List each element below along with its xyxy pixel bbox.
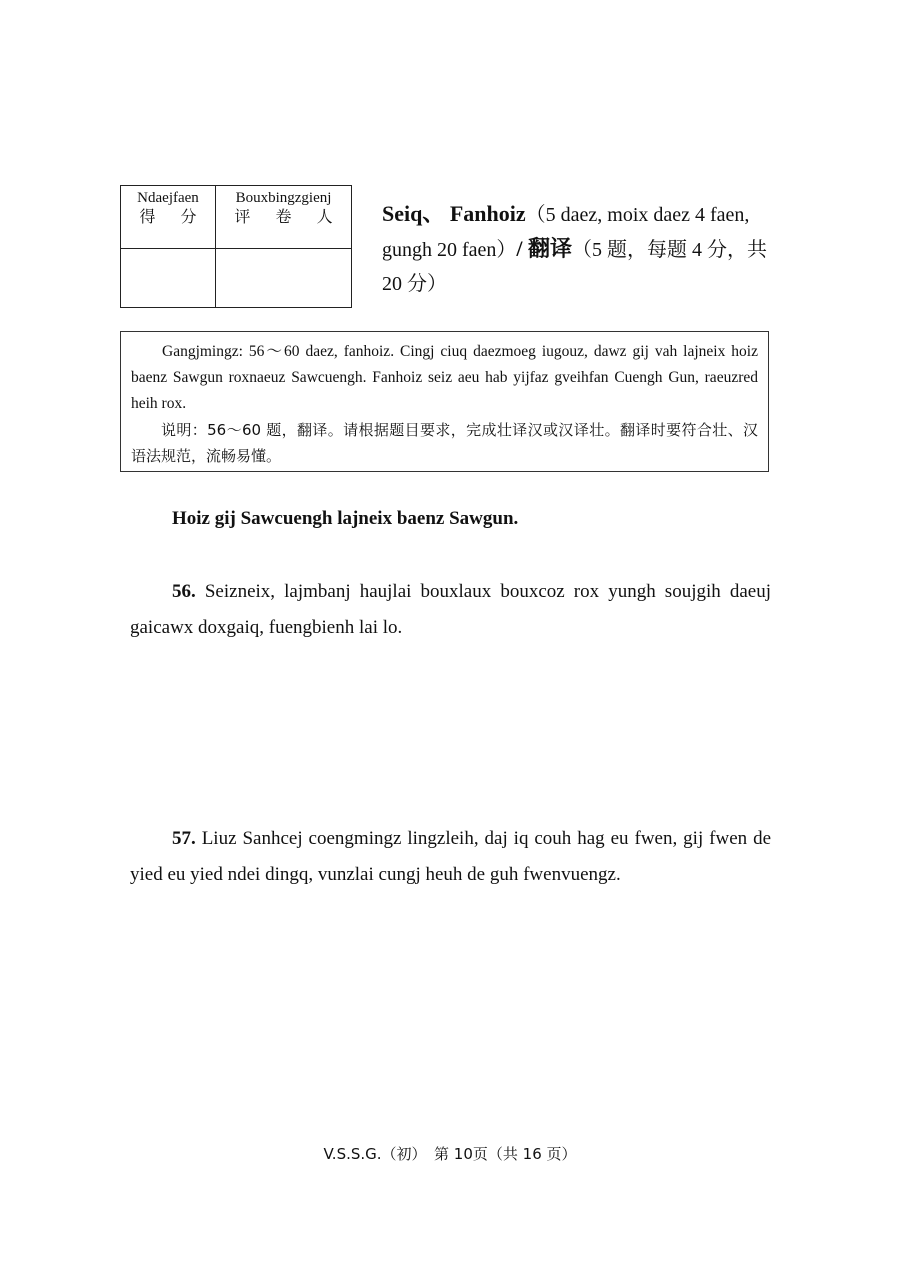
- task-instruction: Hoiz gij Sawcuengh lajneix baenz Sawgun.: [172, 508, 519, 529]
- score-header-chinese: 得 分: [139, 207, 207, 226]
- score-table: [120, 185, 352, 308]
- section-title-chinese-bold: / 翻译: [516, 236, 573, 261]
- grader-header-latin: Bouxbingzgienj: [235, 190, 332, 206]
- question-57: [130, 821, 771, 893]
- question-number: 56.: [172, 581, 196, 602]
- instructions-zhuang: Gangjmingz: 56～60 daez, fanhoiz. Cingj ciuq daezmoeg iugouz, dawz gij vah lajneix hoiz baenz Sawgun roxnaeuz Sawcuengh. Fanhoiz seiz aeu hab yijfaz gveihfan Cuengh Gun, raeuzred heih rox.: [131, 343, 758, 412]
- question-number: 57.: [172, 828, 196, 849]
- question-text: Seizneix, lajmbanj haujlai bouxlaux bouxcoz rox yungh soujgih daeuj gaicawx doxgaiq, fuengbienh lai lo.: [130, 581, 771, 638]
- instructions-box: [120, 331, 769, 472]
- question-text: Liuz Sanhcej coengmingz lingzleih, daj iq couh hag eu fwen, gij fwen de yied eu yied ndei dingq, vunzlai cungj heuh de guh fwenvuengz.: [130, 828, 772, 885]
- page-footer: V.S.S.G.（初） 第 10页（共 16 页）: [323, 1145, 577, 1163]
- instructions-chinese: 说明：56～60 题，翻译。请根据题目要求，完成壮译汉或汉译壮。翻译时要符合壮、汉语法规范，流畅易懂。: [131, 421, 758, 465]
- section-title-bold: Seiq、 Fanhoiz: [382, 201, 526, 226]
- section-title-chinese-detail: （5 题，每题 4 分，共 20 分）: [382, 239, 768, 295]
- grader-header-cell: [216, 186, 352, 249]
- score-input-cell[interactable]: [121, 249, 216, 308]
- score-header-latin: Ndaejfaen: [137, 190, 199, 206]
- score-header-cell: [121, 186, 216, 249]
- grader-input-cell[interactable]: [216, 249, 352, 308]
- grader-header-chinese: 评 卷 人: [234, 207, 343, 226]
- section-title: [382, 197, 782, 301]
- section-title-detail: （5 daez, moix daez 4 faen, gungh 20 faen）: [382, 204, 750, 261]
- question-56: [130, 574, 771, 646]
